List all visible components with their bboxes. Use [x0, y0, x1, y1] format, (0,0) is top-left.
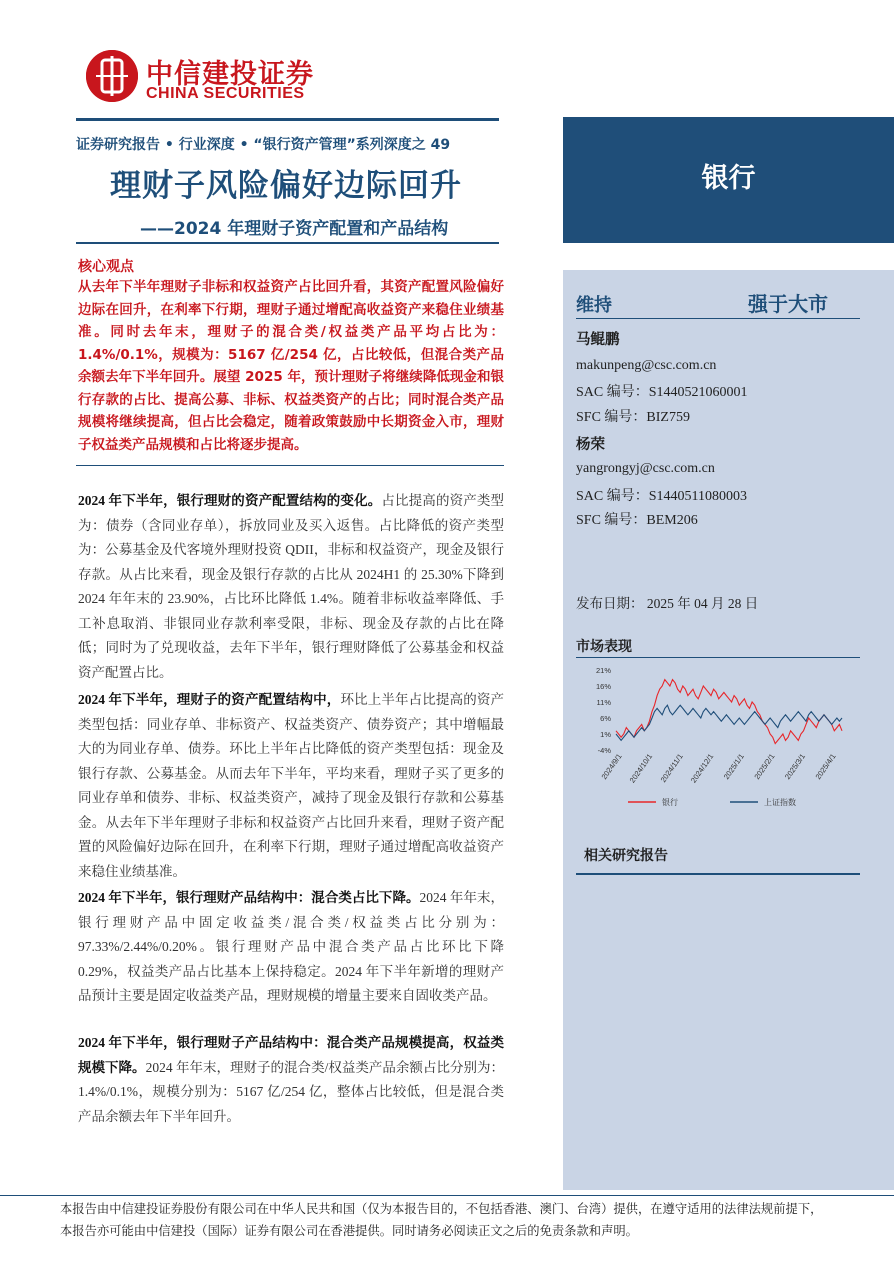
related-rule [576, 873, 860, 875]
logo-text-cn: 中信建投证券 [146, 59, 314, 90]
paragraph-text: 占比提高的资产类型为：债券（含同业存单），拆放同业及买入返售。占比降低的资产类型为：公募基金及代客境外理财投资 QDII，非标和权益资产，现金及银行存款。从占比来看，现金及银行存款的占比从 2024H1 的 25.30%下降到 2024 年年末的 23.90%，占比环比降低 1.4%。随着非标收益率降低、手工补息取消、非银同业存款利率受限，非标、现金及存款的占比在降低；同时为了兑现收益，去年下半年，银行理财降低了公募基金和权益资产配置占比。 [78, 493, 505, 680]
paragraph-lead: 2024 年下半年，银行理财产品结构中：混合类占比下降。 [78, 890, 420, 905]
analyst-sfc: SFC 编号：BEM206 [576, 513, 698, 528]
footer-rule [0, 1195, 894, 1196]
body-paragraph-2 [78, 688, 504, 884]
x-tick-label: 2025/2/1 [752, 751, 777, 782]
paragraph-lead: 2024 年下半年，银行理财子产品结构中：混合类产品规模提高，权益类规模下降。 [78, 1035, 504, 1075]
analyst-name: 马鲲鹏 [576, 332, 620, 348]
title-rule [76, 242, 499, 244]
x-tick-label: 2024/11/1 [658, 751, 685, 785]
footer-disclaimer [60, 1198, 894, 1242]
legend-label-index: 上证指数 [764, 798, 796, 807]
analyst-sac: SAC 编号：S1440511080003 [576, 489, 748, 504]
y-tick-label: 16% [595, 682, 611, 691]
x-tick-label: 2025/1/1 [721, 751, 746, 782]
paragraph-lead: 2024 年下半年，银行理财的资产配置结构的变化。 [78, 493, 382, 508]
y-tick-label: 1% [600, 730, 611, 739]
market-rule [576, 657, 860, 658]
y-tick-label: 21% [595, 666, 611, 675]
series-line-bank [616, 680, 842, 744]
x-tick-label: 2025/4/1 [813, 751, 838, 782]
analyst-sac: SAC 编号：S1440521060001 [576, 385, 748, 400]
market-performance-chart [576, 660, 866, 820]
rating-value: 强于大市 [748, 292, 828, 316]
core-view-text: 从去年下半年理财子非标和权益资产占比回升看，其资产配置风险偏好边际在回升，在利率下行期，理财子通过增配高收益资产来稳住业绩基准。同时去年末，理财子的混合类/权益类产品平均占比为：1.4%/0.1%，规模为：5167 亿/254 亿，占比较低，但混合类产品余额去年下半年回升。展望 2025 年，预计理财子将继续降低现金和银行存款的占比、提高公募、非标、权益类资产的占比；同时混合类产品规模将继续提高，但占比会稳定，随着政策鼓励中长期资金入市，理财子权益类产品规模和占比将逐步提高。 [78, 279, 504, 453]
report-series-line: 证券研究报告 • 行业深度 • “银行资产管理”系列深度之 49 [76, 137, 451, 153]
report-title: 理财子风险偏好边际回升 [110, 168, 462, 204]
publish-date: 发布日期： 2025 年 04 月 28 日 [576, 596, 759, 611]
logo-text-en: CHINA SECURITIES [146, 85, 305, 102]
paragraph-lead: 2024 年下半年，理财子的资产配置结构中， [78, 692, 341, 707]
paragraph-text: 环比上半年占比提高的资产类型包括：同业存单、非标资产、权益类资产、债券资产；其中增幅最大的为同业存单、债券。环比上半年占比降低的资产类型包括：现金及银行存款、公募基金。从而去年下半年，平均来看，理财子买了更多的同业存单和债券、非标、权益类资产，减持了现金及银行存款和公募基金。从去年下半年理财子非标和权益资产占比回升来看，理财子资产配置的风险偏好边际在回升，在利率下行期，理财子通过增配高收益资产来稳住业绩基准。 [78, 692, 505, 879]
x-tick-label: 2024/10/1 [627, 751, 655, 785]
x-tick-label: 2025/3/1 [782, 751, 808, 782]
paragraph-text: 2024 年年末，理财子的混合类/权益类产品余额占比分别为：1.4%/0.1%，规模分别为：5167 亿/254 亿，整体占比较低，但是混合类产品余额去年下半年回升。 [78, 1059, 504, 1124]
y-tick-label: 6% [600, 714, 611, 723]
footer-line-2: 本报告亦可能由中信建投（国际）证券有限公司在香港提供。同时请务必阅读正文之后的免责条款和声明。 [60, 1224, 638, 1238]
body-paragraph-3 [78, 886, 504, 1009]
report-subtitle: ——2024 年理财子资产配置和产品结构 [140, 219, 449, 239]
footer-line-1: 本报告由中信建投证券股份有限公司在中华人民共和国（仅为本报告目的，不包括香港、澳门、台湾）提供，在遵守适用的法律法规前提下， [60, 1202, 823, 1216]
related-reports-heading: 相关研究报告 [584, 848, 668, 864]
analyst-sfc: SFC 编号：BIZ759 [576, 410, 690, 425]
rating-rule [576, 318, 860, 319]
company-logo-icon [86, 50, 138, 102]
analyst-name: 杨荣 [576, 437, 605, 453]
series-line-index [616, 705, 842, 740]
analyst-email[interactable]: yangrongyj@csc.com.cn [576, 461, 715, 476]
analyst-email[interactable]: makunpeng@csc.com.cn [576, 358, 717, 373]
x-tick-label: 2024/12/1 [688, 751, 716, 785]
x-tick-label: 2024/9/1 [599, 751, 624, 782]
market-performance-heading: 市场表现 [576, 639, 632, 655]
header-rule [76, 118, 499, 121]
body-paragraph-1 [78, 489, 504, 685]
body-paragraph-4 [78, 1031, 504, 1129]
y-tick-label: 11% [596, 698, 611, 707]
paragraph-text: 2024 年年末，银行理财产品中固定收益类/混合类/权益类占比分别为：97.33%/2.44%/0.20%。银行理财产品中混合类产品占比环比下降 0.29%，权益类产品占比基本上保持稳定。2024 年下半年新增的理财产品预计主要是固定收益类产品，理财规模的增量主要来自固收类产品。 [78, 890, 505, 1003]
core-view-heading: 核心观点 [78, 259, 134, 275]
rating-action: 维持 [576, 295, 612, 316]
legend-label-bank: 银行 [662, 798, 678, 807]
sector-label: 银行 [701, 163, 756, 194]
y-tick-label: -4% [597, 746, 611, 755]
core-view-divider [76, 465, 504, 466]
